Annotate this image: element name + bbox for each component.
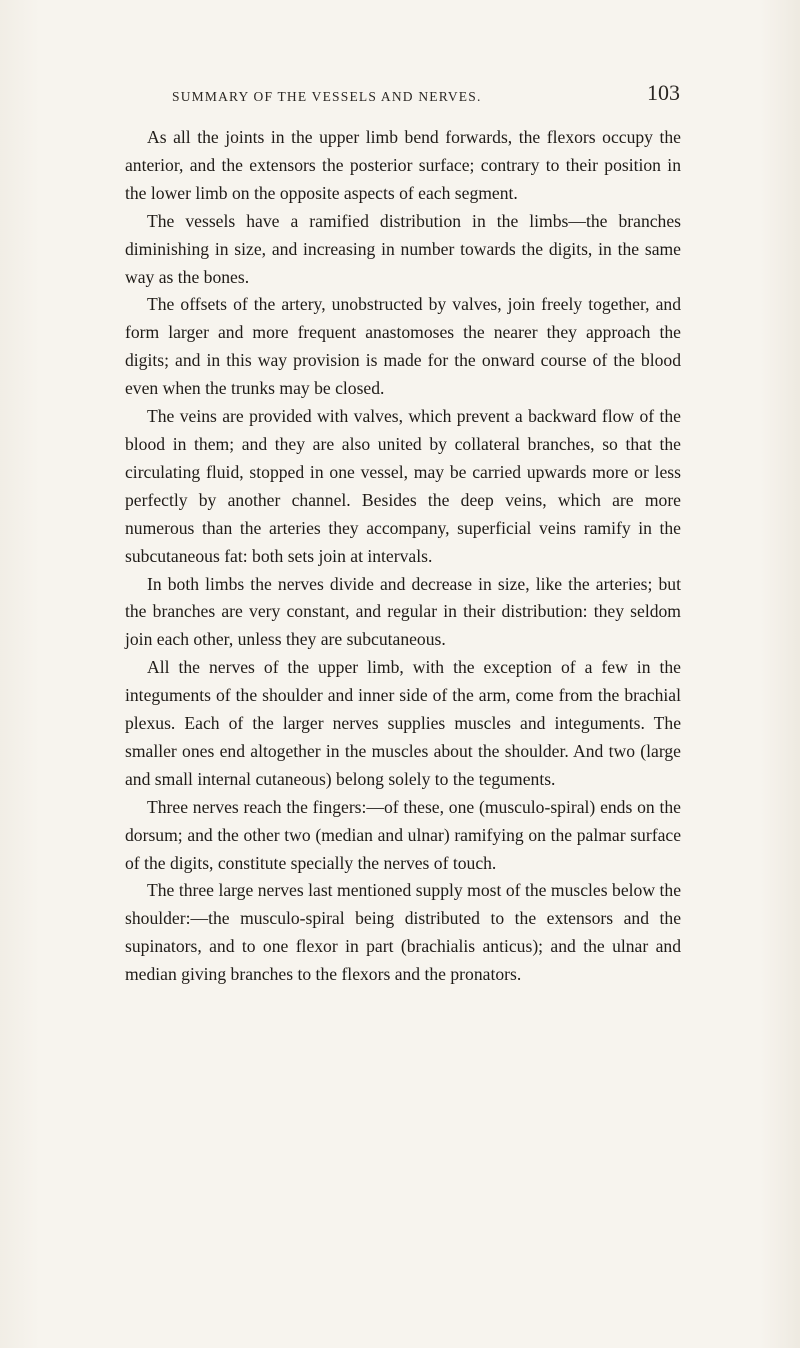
paragraph: The three large nerves last mentioned supply most of the muscles below the shoulder:—the musculo-spiral being distributed to the extensors and the supinators, and to one flexor in part (brachialis anticus); and the ulnar and median giving branches to the flexors and the pronators. bbox=[125, 880, 681, 985]
paragraph: The vessels have a ramified distribution in the limbs—the branches diminishing in size, and increasing in number towards the digits, in the same way as the bones. bbox=[125, 210, 681, 287]
paragraph: All the nerves of the upper limb, with the exception of a few in the integuments of the shoulder and inner side of the arm, come from the brachial plexus. Each of the larger nerves supplies muscles and integuments. The smaller ones end altogether in the muscles about the shoulder. And two (large and small internal cutaneous) belong solely to the teguments. bbox=[125, 657, 681, 789]
paragraph: In both limbs the nerves divide and decrease in size, like the arteries; but the branches are very constant, and regular in their distribution: they seldom join each other, unless they are subcutaneous. bbox=[125, 573, 681, 650]
paragraph: The veins are provided with valves, which prevent a backward flow of the blood in them; and they are also united by collateral branches, so that the circulating fluid, stopped in one vessel, may be carried upwards more or less perfectly by another channel. Besides the deep veins, which are more numerous than the arteries they accompany, superficial veins ramify in the subcutaneous fat: both sets join at intervals. bbox=[125, 406, 681, 566]
running-head bbox=[120, 80, 680, 110]
paragraph: The offsets of the artery, unobstructed by valves, join freely together, and form larger and more frequent anastomoses the nearer they approach the digits; and in this way provision is made for the onward course of the blood even when the trunks may be closed. bbox=[125, 294, 681, 399]
running-title: SUMMARY OF THE VESSELS AND NERVES. bbox=[172, 89, 482, 104]
paragraph: Three nerves reach the fingers:—of these, one (musculo-spiral) ends on the dorsum; and the other two (median and ulnar) ramifying on the palmar surface of the digits, constitute specially the nerves of touch. bbox=[125, 796, 681, 873]
body-text bbox=[125, 124, 681, 989]
paragraph: As all the joints in the upper limb bend forwards, the flexors occupy the anterior, and the extensors the posterior surface; contrary to their position in the lower limb on the opposite aspects of each segment. bbox=[125, 127, 681, 203]
page-number: 103 bbox=[647, 80, 680, 105]
